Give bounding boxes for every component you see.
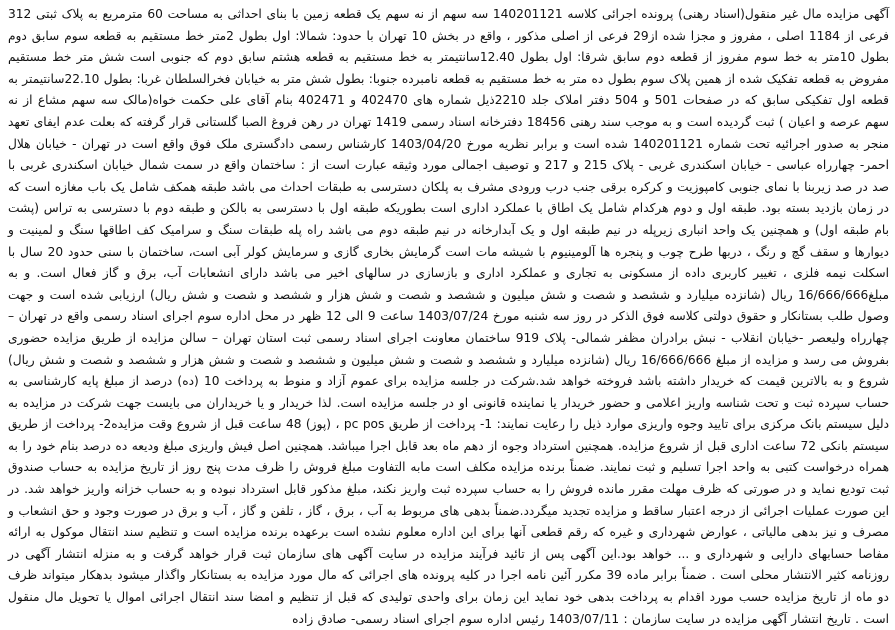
auction-notice-text: آگهی مزایده مال غیر منقول(اسناد رهنی) پرونده اجرائی کلاسه 140201121 سه سهم از نه سهم یک قطعه زمین با بنای احداثی به مساحت 60 مترمربع به پلاک ثبتی 312 فرعی از 1184 اصلی ، مفروز و مجزا شده از29 فرعی از اصلی مذکور ، واقع در بخش 10 تهران با حدود: شمالا: اول بطول 2متر خط مستقیم به قطعه سوم سابق دوم بطول 10متر به خط سوم مفروز از قطعه دوم سابق شرقا: اول بطول 12.40سانتیمتر به خط مستقیم به قطعه هشتم سابق دوم که جنوبی است شش متر خط مستقیم مفروض به قطعه تفکیک شده از همین پلاک سوم بطول ده متر به خط مستقیم به قطعه نامبرده جنوبا: بطول شش متر به خیابان فخرالسلطان غربا: بطول 22.10سانتیمتر به قطعه اول تفکیکی سابق که در صفحات 501 و 504 دفتر املاک جلد 2210ذیل شماره های 402470 و 402471 بنام آقای علی حکمت خواه(مالک سه سهم مشاع از نه سهم عرصه و اعیان ) ثبت گردیده است و به موجب سند رهنی 18456 دفترخانه اسناد رسمی 1419 تهران در رهن فروغ الصبا گلستانی قرار گرفته که بعلت عدم ایفای تعهد منجر به صدور اجرائیه تحت شماره 140201121 شده است و برابر نظریه مورخ 1403/04/20 کارشناس رسمی دادگستری ملک فوق واقع است در تهران - خیابان هلال احمر- چهارراه عباسی - خیابان اسکندری غربی - پلاک 215 و 217 و توصیف اجمالی مورد وثیقه عبارت است از : ساختمان واقع در سمت شمال خیابان اسکندری غربی با صد در صد زیربنا با نمای جنوبی کامپوزیت و کرکره برقی جنب درب ورودی مشرف به پلکان دسترسی به طبقات احداث می باشد طبقه همکف شامل یک باب مغازه است که در زمان بازدید بسته بود. طبقه اول و دوم هرکدام شامل یک اطاق با عملکرد اداری است بطوریکه طبقه اول با دسترسی به بالکن و طبقه دوم با دسترسی به تراس (پشت بام طبقه اول) و همچنین یک واحد انباری زیرپله در نیم طبقه اول و یک آبدارخانه در نیم طبقه دوم می باشد راه پله طبقات سنگ و سرامیک کف اطاقها سنگ و لمینیت و دیوارها و سقف گچ و رنگ ، دربها طرح چوب و پنجره ها آلومینیوم با شیشه مات است گرمایش بخاری گازی و سرمایش کولر آبی است، ساختمان با سنی حدود 20 سال با اسکلت نیمه فلزی ، تغییر کاربری داده از مسکونی به تجاری و عملکرد اداری و بازسازی در سالهای اخیر می باشد دارای انشعابات آب، برق و گاز فعال است. و به مبلغ16/666/666 ریال (شانزده میلیارد و ششصد و شصت و شش میلیون و ششصد و شصت و شش هزار و ششصد و شصت و شش ریال) ارزیابی شده است و جهت وصول طلب بستانکار و حقوق دولتی کلاسه فوق الذکر در روز سه شنبه مورخ 1403/07/24 ساعت 9 الی 12 ظهر در محل اداره سوم اجرای اسناد رسمی واقع در تهران – چهارراه ولیعصر -خیابان انقلاب - نبش برادران مظفر شمالی- پلاک 919 ساختمان معاونت اجرای اسناد رسمی ثبت استان تهران – سالن مزایده از طریق مزایده حضوری بفروش می رسد و مزایده از مبلغ 16/666/666 ریال (شانزده میلیارد و ششصد و شصت و شش میلیون و ششصد و شصت و شش هزار و ششصد و شصت و شش ریال) شروع و به بالاترین قیمت که خریدار داشته باشد فروخته خواهد شد.شرکت در جلسه مزایده برای عموم آزاد و منوط به پرداخت 10 (ده) درصد از مبلغ پایه کارشناسی به حساب سپرده ثبت و تحت شناسه واریز اعلامی و حضور خریدار یا نماینده قانونی او در جلسه مزایده است. لذا خریدار و یا خریداران می بایست جهت شرکت در مزایده به دلیل سیستم بانک مرکزی برای تایید وجوه واریزی موارد ذیل را رعایت نمایند: 1- پرداخت از طریق pc pos ، (پوز) 48 ساعت قبل از شروع وقت مزایده2- پرداخت از طریق سیستم بانکی 72 ساعت اداری قبل از شروع مزایده. همچنین استرداد وجوه از دهم ماه بعد قابل اجرا میباشد. همچنین اصل فیش واریزی مبلغ ودیعه ده درصد بنام خود را به همراه درخواست کتبی به واحد اجرا تسلیم و ثبت نمایند. ضمناً برنده مزایده مکلف است مابه التفاوت مبلغ فروش را ظرف مدت پنج روز از تاریخ مزایده به حساب صندوق ثبت تودیع نماید و در صورتی که ظرف مهلت مقرر مانده فروش را به حساب سپرده ثبت واریز نکند، مبلغ مذکور قابل استرداد نبوده و به حساب خزانه واریز خواهد شد. در این صورت عملیات اجرائی از درجه اعتبار ساقط و مزایده تجدید میگردد.ضمناً بدهی های مربوط به آب ، برق ، گاز ، تلفن و گاز ، آب و برق در صورت وجود و حق انشعاب و مصرف و نیز بدهی مالیاتی ، عوارض شهرداری و غیره که رقم قطعی آنها برای این اداره معلوم نشده است برعهده برنده مزایده است و تنظیم سند انتقال موکول به ارائه مفاصا حسابهای دارایی و شهرداری و ... خواهد بود.این آگهی پس از تائید فرآیند مزایده در سایت آگهی های سازمان ثبت قرار خواهد گرفت و به منزله انتشار آگهی در روزنامه کثیر الانتشار محلی است . ضمناً برابر ماده 39 مکرر آئین نامه اجرا در کلیه پرونده های اجرائی که مال مورد مزایده به بستانکار واگذار میشود بدهکار میتواند ظرف دو ماه از تاریخ مزایده حسب مورد اقدام به پرداخت بدهی خود نماید این زمان برای واحدی تولیدی که قبل از تنظیم و امضا سند انتقال اجرائی اموال یا تحویل مال منقول است . تاریخ انتشار آگهی مزایده در سایت سازمان : 1403/07/11 رئیس اداره سوم اجرای اسناد رسمی- صادق زاده [8,7,890,626]
